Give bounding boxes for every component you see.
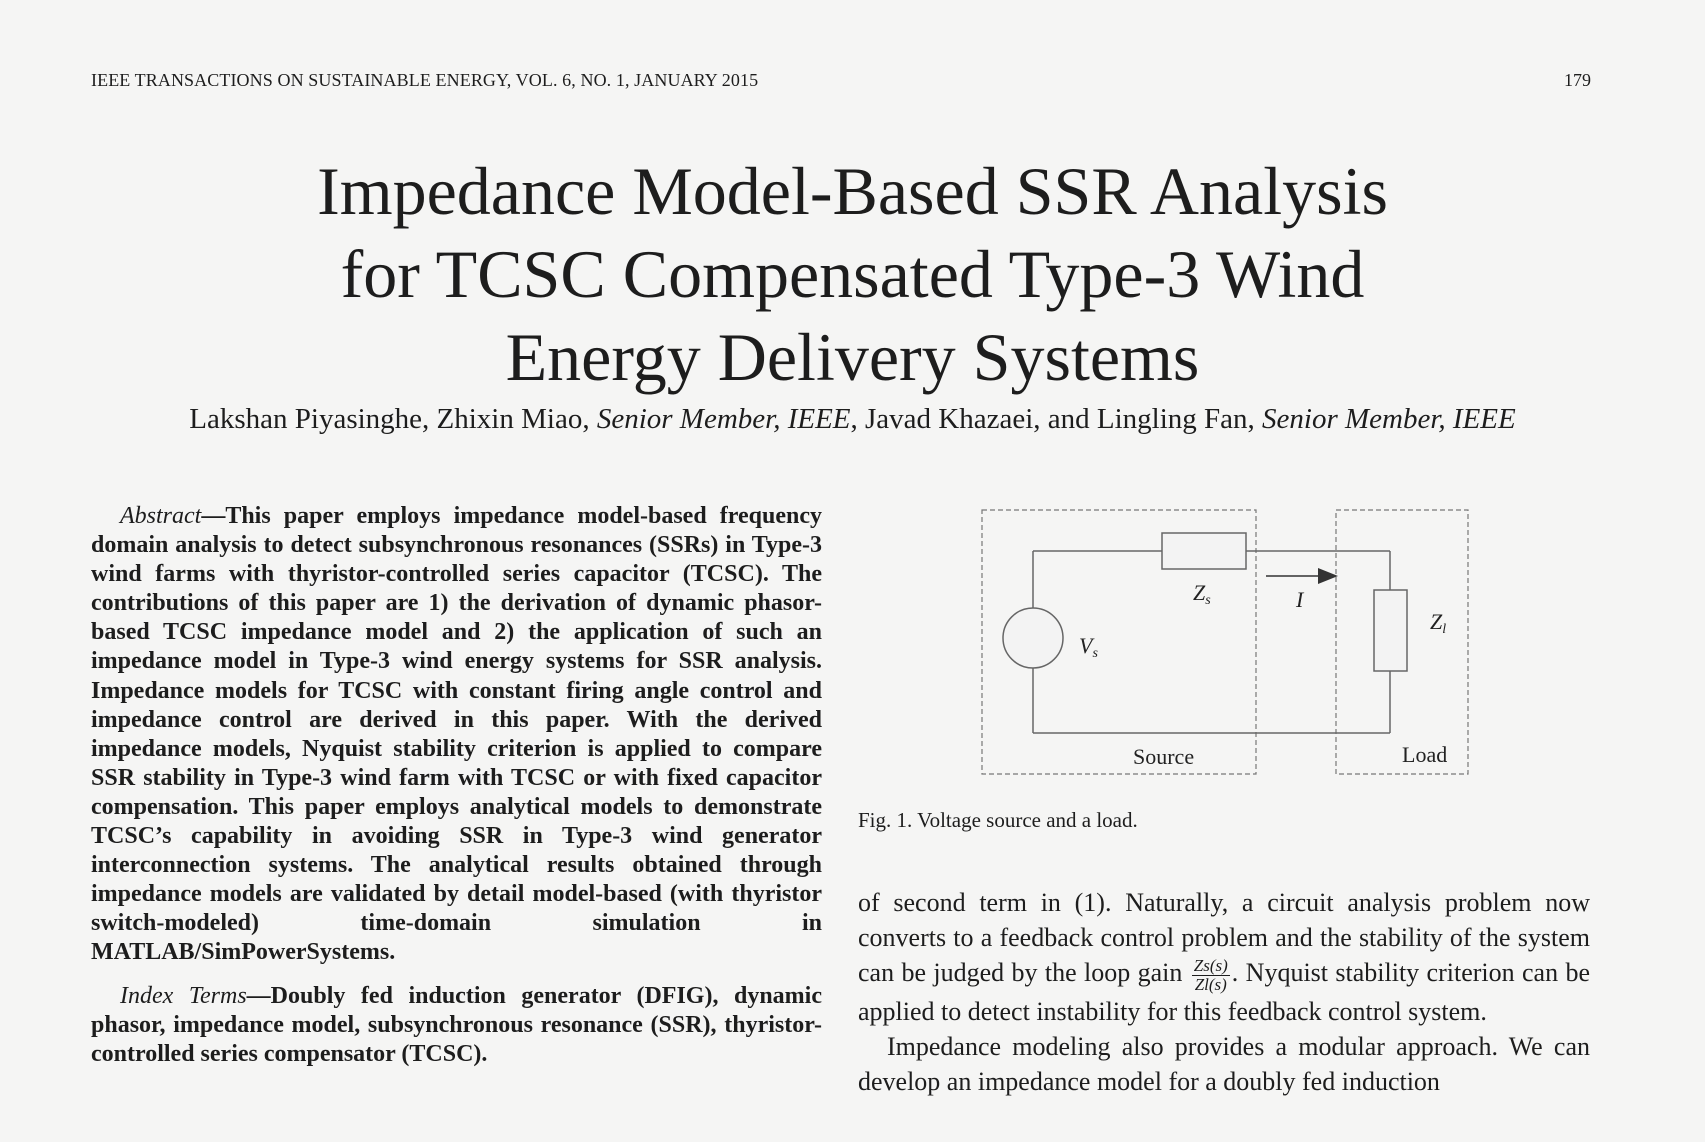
index-terms — [91, 982, 822, 1069]
body-text-1b: . Nyquist stability criterion can be applied to detect instability for this feedback control system. — [858, 958, 1590, 1026]
author-list — [0, 403, 1705, 436]
right-column — [858, 885, 1590, 1099]
title-line-1: Impedance Model-Based SSR Analysis — [317, 153, 1388, 229]
fraction-denominator: Zl(s) — [1194, 974, 1227, 994]
author-role-2: Senior Member, IEEE — [1262, 403, 1516, 435]
title-line-2: for TCSC Compensated Type-3 Wind — [340, 236, 1365, 312]
paper-title — [0, 150, 1705, 399]
current-arrowhead — [1318, 568, 1338, 584]
index-terms-label: Index Terms — [120, 982, 247, 1009]
current-label: I — [1296, 587, 1304, 612]
zs-label: Zs — [1193, 580, 1211, 608]
authors-part-2: , Javad Khazaei, and Lingling Fan, — [850, 403, 1263, 435]
loop-gain-fraction — [1192, 957, 1230, 994]
zs-impedance — [1162, 533, 1246, 569]
fraction-numerator: Zs(s) — [1193, 955, 1228, 975]
zl-impedance — [1374, 590, 1407, 671]
circuit-figure — [978, 505, 1474, 780]
vs-label: Vs — [1079, 633, 1098, 661]
title-line-3: Energy Delivery Systems — [505, 319, 1200, 395]
body-text-1a: of second term in (1). Naturally, a circuit analysis problem now converts to a feedback control problem and the stability of the system can be judged by the loop gain — [858, 888, 1590, 987]
zl-label: Zl — [1430, 609, 1447, 637]
source-label: Source — [1133, 744, 1195, 769]
authors-part-1: Lakshan Piyasinghe, Zhixin Miao, — [189, 403, 597, 435]
page-number: 179 — [1564, 70, 1591, 90]
abstract-text: —This paper employs impedance model-based frequency domain analysis to detect subsynchronous resonances (SSRs) in Type-3 wind farms with thyristor-controlled series capacitor (TCSC). The contributions of this paper are 1) the derivation of dynamic phasor-based TCSC impedance model and 2) the application of such an impedance model in Type-3 wind energy systems for SSR analysis. Impedance models for TCSC with constant firing angle control and impedance control are derived in this paper. With the derived impedance models, Nyquist stability criterion is applied to compare SSR stability in Type-3 wind farm with TCSC or with fixed capacitor compensation. This paper employs analytical models to demonstrate TCSC’s capability in avoiding SSR in Type-3 wind generator interconnection systems. The analytical results obtained through impedance models are validated by detail model-based (with thyristor switch-modeled) time-domain simulation in MATLAB/SimPowerSystems. — [91, 503, 822, 966]
abstract — [91, 502, 822, 968]
abstract-label: Abstract — [120, 503, 202, 529]
body-paragraph-2: Impedance modeling also provides a modular approach. We can develop an impedance model for a doubly fed induction — [858, 1031, 1590, 1096]
body-paragraph-1 — [858, 885, 1590, 1029]
journal-header: IEEE TRANSACTIONS ON SUSTAINABLE ENERGY, VOL. 6, NO. 1, JANUARY 2015 — [91, 70, 759, 90]
index-terms-text: —Doubly fed induction generator (DFIG), dynamic phasor, impedance model, subsynchronous resonance (SSR), thyristor-controlled series compensator (TCSC). — [91, 982, 822, 1067]
figure-caption: Fig. 1. Voltage source and a load. — [858, 808, 1138, 832]
voltage-source — [1003, 608, 1063, 668]
load-label: Load — [1402, 742, 1448, 767]
author-role-1: Senior Member, IEEE — [596, 403, 851, 435]
left-column — [91, 502, 822, 1069]
